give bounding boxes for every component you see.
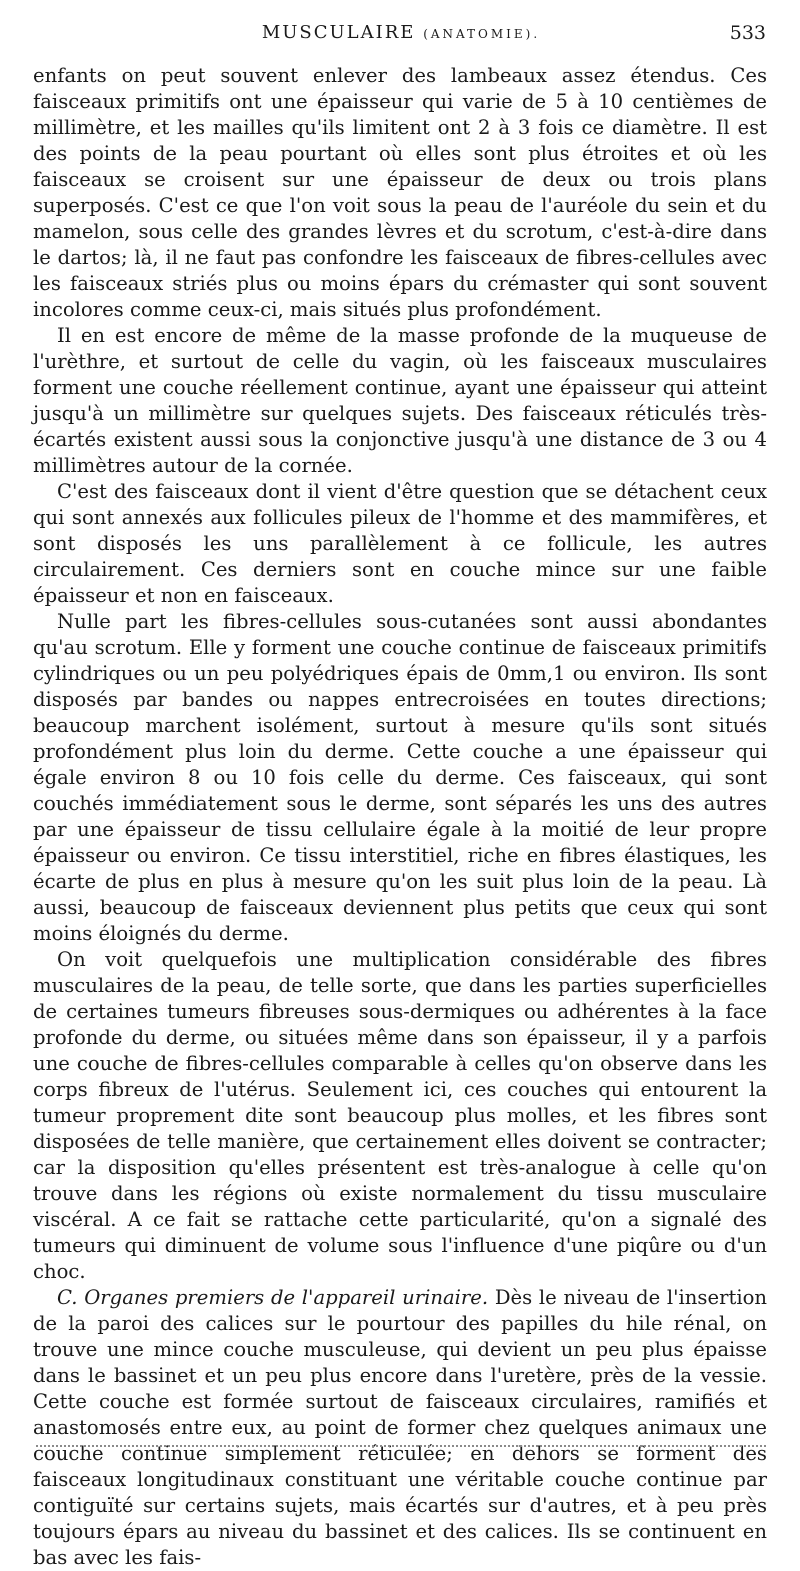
- paragraph-5: On voit quelquefois une multiplication considérable des fibres musculaires de la peau, de telle sorte, que dans les parties superficielles de certaines tumeurs fibreuses sous-dermiques ou adhérentes à la face profonde du derme, ou situées même dans son épaisseur, il y a parfois une couche de fibres-cellules comparable à celles qu'on observe dans les corps fibreux de l'utérus. Seulement ici, ces couches qui entourent la tumeur proprement dite sont beaucoup plus molles, et les fibres sont disposées de telle manière, que certainement elles doivent se contracter; car la disposition qu'elles présentent est très-analogue à celle qu'on trouve dans les régions où existe normalement du tissu musculaire viscéral. A ce fait se rattache cette particularité, qu'on a signalé des tumeurs qui diminuent de volume sous l'influence d'une piqûre ou d'un choc.: [33, 948, 767, 1283]
- paragraph-1: enfants on peut souvent enlever des lambeaux assez étendus. Ces faisceaux primitifs ont une épaisseur qui varie de 5 à 10 centièmes de millimètre, et les mailles qu'ils limitent ont 2 à 3 fois ce diamètre. Il est des points de la peau pourtant où elles sont plus étroites et où les faisceaux se croisent sur une épaisseur de deux ou trois plans superposés. C'est ce que l'on voit sous la peau de l'auréole du sein et du mamelon, sous celle des grandes lèvres et du scrotum, c'est-à-dire dans le dartos; là, il ne faut pas confondre les faisceaux de fibres-cellules avec les faisceaux striés plus ou moins épars du crémaster qui sont souvent incolores comme ceux-ci, mais situés plus profondément.: [33, 64, 767, 321]
- running-header: [36, 22, 766, 52]
- paragraph-4: Nulle part les fibres-cellules sous-cutanées sont aussi abondantes qu'au scrotum. Elle y forment une couche continue de faisceaux primitifs cylindriques ou un peu polyédriques épais de 0mm,1 ou environ. Ils sont disposés par bandes ou nappes entrecroisées en toutes directions; beaucoup marchent isolément, surtout à mesure qu'ils sont situés profondément plus loin du derme. Cette couche a une épaisseur qui égale environ 8 ou 10 fois celle du derme. Ces faisceaux, qui sont couchés immédiatement sous le derme, sont séparés les uns des autres par une épaisseur de tissu cellulaire égale à la moitié de leur propre épaisseur ou environ. Ce tissu interstitiel, riche en fibres élastiques, les écarte de plus en plus à mesure qu'on les suit plus loin de la peau. Là aussi, beaucoup de faisceaux deviennent plus petits que ceux qui sont moins éloignés du derme.: [33, 610, 767, 945]
- paragraph-6: [33, 1285, 767, 1571]
- page-number: 533: [729, 22, 766, 44]
- footer-rule: [36, 1445, 766, 1447]
- body-text: [33, 63, 767, 1571]
- running-title: [36, 22, 766, 43]
- title-section: (ANATOMIE).: [423, 27, 541, 41]
- paragraph-2: Il en est encore de même de la masse profonde de la muqueuse de l'urèthre, et surtout de celle du vagin, où les faisceaux musculaires forment une couche réellement continue, ayant une épaisseur qui atteint jusqu'à un millimètre sur quelques sujets. Des faisceaux réticulés très-écartés existent aussi sous la conjonctive jusqu'à une distance de 3 ou 4 millimètres autour de la cornée.: [33, 324, 767, 477]
- paragraph-3: C'est des faisceaux dont il vient d'être question que se détachent ceux qui sont annexés aux follicules pileux de l'homme et des mammifères, et sont disposés les uns parallèlement à ce follicule, les autres circulairement. Ces derniers sont en couche mince sur une faible épaisseur et non en faisceaux.: [33, 480, 767, 607]
- section-heading: C. Organes premiers de l'appareil urinaire.: [57, 1286, 489, 1309]
- paragraph-6-text: Dès le niveau de l'insertion de la paroi des calices sur le pourtour des papilles du hile rénal, on trouve une mince couche musculeuse, qui devient un peu plus épaisse dans le bassinet et un peu plus encore dans l'uretère, près de la vessie. Cette couche est formée surtout de faisceaux circulaires, ramifiés et anastomosés entre eux, au point de former chez quelques animaux une couche continue simplement réticulée; en dehors se forment des faisceaux longitudinaux constituant une véritable couche continue par contiguïté sur certains sujets, mais écartés sur d'autres, et à peu près toujours épars au niveau du bassinet et des calices. Ils se continuent en bas avec les fais-: [33, 1286, 768, 1569]
- title-main: MUSCULAIRE: [261, 22, 416, 43]
